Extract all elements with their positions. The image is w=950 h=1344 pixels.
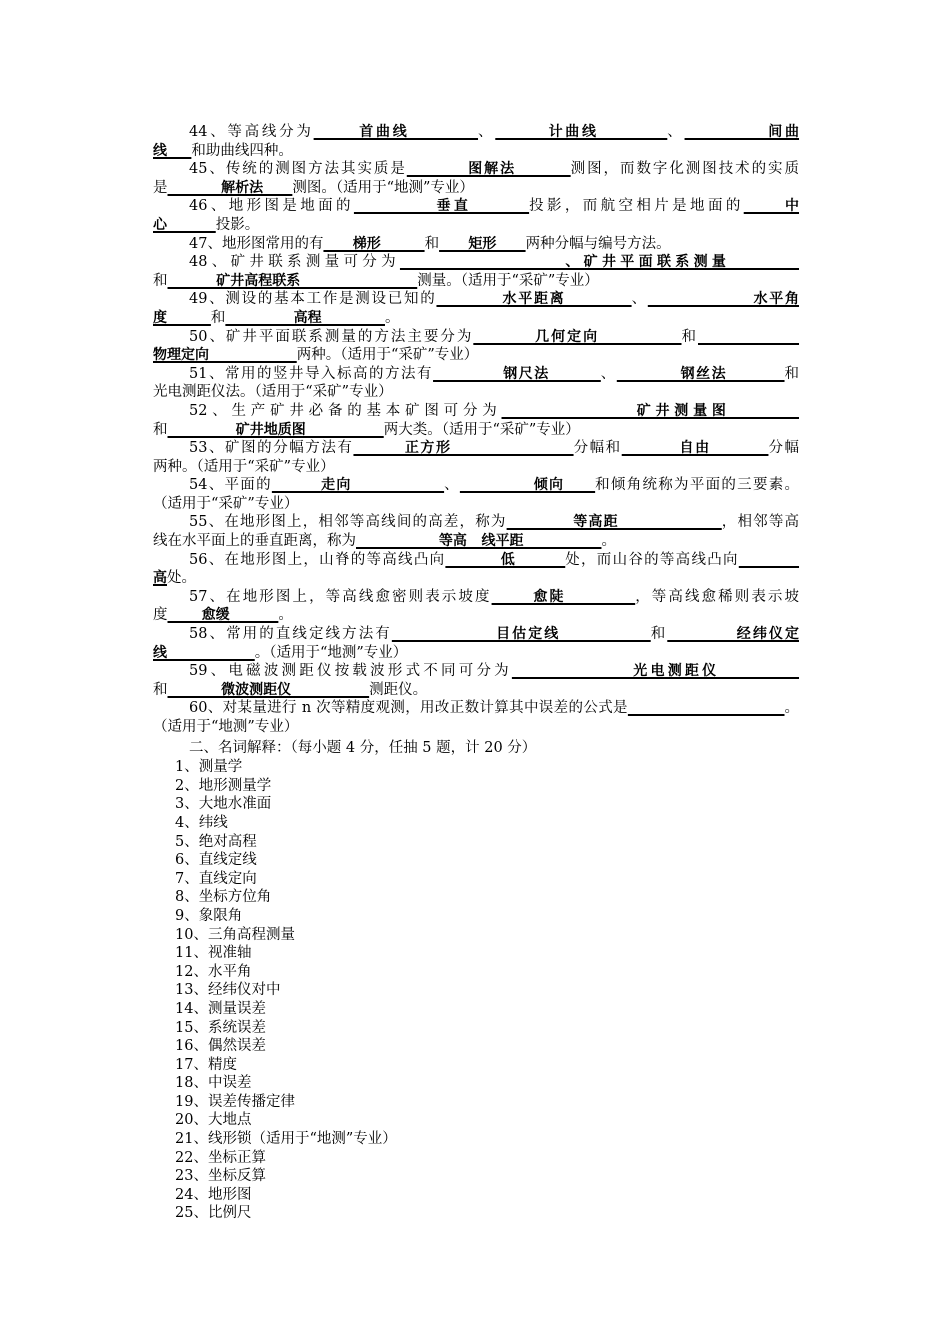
- answer-blank: [739, 552, 799, 568]
- question-text: 。（适用于“地测”专业）: [254, 644, 408, 661]
- term-item: 12、水平角: [175, 963, 252, 980]
- question-text: 46、地形图是地面的: [189, 198, 354, 215]
- question-48-line-2: [153, 272, 799, 291]
- answer-blank: 线: [153, 644, 255, 661]
- answer-blank: 矿井地质图: [167, 421, 384, 438]
- question-49-line-1: [153, 290, 799, 309]
- term-item: 22、坐标正算: [175, 1149, 266, 1166]
- question-text: 和倾角统称为平面的三要素。: [595, 477, 800, 494]
- question-50-line-1: [153, 328, 799, 347]
- term-item: 2、地形测量学: [175, 777, 272, 794]
- question-44-line-1: [153, 123, 799, 142]
- question-text: 两种。（适用于“采矿”专业）: [153, 458, 335, 475]
- question-text: 和: [784, 365, 800, 382]
- question-text: 55、在地形图上，相邻等高线间的高差，称为: [189, 514, 507, 531]
- term-item: 6、直线定线: [175, 852, 257, 869]
- section-heading: 二、名词解释：（每小题 4 分，任抽 5 题，计 20 分）: [189, 739, 537, 756]
- answer-blank: 矿井测量图: [501, 402, 799, 419]
- question-text: 。: [384, 309, 400, 326]
- question-59-line-2: [153, 681, 799, 700]
- question-47-line-1: [153, 235, 799, 254]
- question-text: 58、常用的直线定线方法有: [189, 626, 392, 643]
- term-item: 16、偶然误差: [175, 1038, 266, 1055]
- question-text: 处。: [167, 570, 196, 587]
- answer-blank: 钢丝法: [616, 365, 785, 382]
- answer-blank: 水平距离: [436, 291, 632, 308]
- answer-blank: 倾向: [459, 477, 596, 494]
- answer-blank: 经纬仪定: [667, 626, 799, 643]
- question-54-line-1: [153, 476, 799, 495]
- question-text: 和助曲线四种。: [191, 142, 293, 159]
- answer-blank: 走向: [271, 477, 445, 494]
- question-50-line-2: [153, 346, 799, 365]
- question-54-line-2: [153, 495, 799, 514]
- question-text: 处，而山谷的等高线凸向: [565, 551, 739, 568]
- question-56-line-2: [153, 569, 799, 588]
- answer-blank: 心: [153, 216, 216, 233]
- answer-blank: 微波测距仪: [167, 681, 370, 698]
- question-text: 、: [600, 365, 617, 382]
- answer-blank: 矿井高程联系: [167, 272, 418, 289]
- answer-blank: 低: [445, 551, 566, 568]
- answer-blank: [698, 329, 799, 345]
- question-text: 44、等高线分为: [189, 124, 314, 140]
- question-46-line-1: [153, 197, 799, 216]
- question-text: 是: [153, 179, 168, 196]
- answer-blank: [628, 700, 785, 716]
- question-57-line-1: [153, 588, 799, 607]
- question-60-line-2: [153, 718, 799, 737]
- question-text: 。: [278, 607, 293, 624]
- term-item: 25、比例尺: [175, 1205, 252, 1222]
- question-55-line-1: [153, 513, 799, 532]
- answer-blank: 解析法: [167, 179, 293, 196]
- question-text: 57、在地形图上，等高线愈密则表示坡度: [189, 588, 492, 605]
- term-item: 1、测量学: [175, 759, 243, 776]
- question-text: 、: [444, 477, 460, 494]
- answer-blank: 光电测距仪: [511, 663, 800, 680]
- question-text: 52、生产矿井必备的基本矿图可分为: [189, 402, 502, 419]
- term-item: 11、视准轴: [175, 945, 252, 962]
- answer-blank: 等高距: [506, 514, 722, 531]
- answer-blank: 、矿井平面联系测量: [399, 254, 800, 271]
- term-item: 13、经纬仪对中: [175, 982, 281, 999]
- question-text: 60、对某量进行 n 次等精度观测，用改正数计算其中误差的公式是: [189, 700, 628, 717]
- answer-blank: 高程: [225, 309, 385, 326]
- answer-blank: 垂直: [353, 198, 530, 215]
- term-item: 19、误差传播定律: [175, 1093, 295, 1110]
- question-56-line-1: [153, 551, 799, 570]
- question-text: ，等高线愈稀则表示坡: [635, 588, 799, 605]
- document-page: [153, 123, 799, 1223]
- question-text: 。: [784, 700, 799, 717]
- term-item: 23、坐标反算: [175, 1168, 266, 1185]
- question-text: 、: [478, 124, 496, 140]
- answer-blank: 等高 线平距: [356, 533, 602, 550]
- question-text: 和: [153, 421, 168, 438]
- question-46-line-2: [153, 216, 799, 235]
- term-item: 7、直线定向: [175, 870, 257, 887]
- question-53-line-2: [153, 458, 799, 477]
- term-item: 10、三角高程测量: [175, 926, 295, 943]
- question-text: 度: [153, 607, 168, 624]
- question-text: 两种分幅与编号方法。: [525, 235, 671, 252]
- question-52-line-1: [153, 402, 799, 421]
- question-text: 。: [601, 533, 616, 550]
- question-text: 和: [153, 272, 168, 289]
- answer-blank: 水平角: [647, 291, 800, 308]
- question-text: 测图。（适用于“地测”专业）: [292, 179, 474, 196]
- answer-blank: 间曲: [684, 124, 800, 140]
- question-59-line-1: [153, 662, 799, 681]
- question-49-line-2: [153, 309, 799, 328]
- question-text: （适用于“采矿”专业）: [153, 495, 299, 512]
- answer-blank: 计曲线: [495, 124, 668, 140]
- answer-blank: 线: [153, 142, 192, 159]
- question-text: 47、地形图常用的有: [189, 235, 324, 252]
- question-text: 测图，而数字化测图技术的实质: [570, 161, 800, 178]
- term-item: 3、大地水准面: [175, 796, 272, 813]
- answer-blank: 几何定向: [473, 328, 682, 345]
- question-text: 54、平面的: [189, 477, 272, 494]
- term-item: 14、测量误差: [175, 1000, 266, 1017]
- question-51-line-2: [153, 383, 799, 402]
- term-item: 5、绝对高程: [175, 833, 257, 850]
- fill-in-questions: [153, 123, 799, 737]
- question-text: 两大类。（适用于“采矿”专业）: [383, 421, 580, 438]
- question-text: 53、矿图的分幅方法有: [189, 440, 354, 457]
- term-item: 4、纬线: [175, 814, 228, 831]
- term-item: 24、地形图: [175, 1186, 252, 1203]
- question-58-line-1: [153, 625, 799, 644]
- question-text: 和: [424, 235, 440, 252]
- answer-blank: 目估定线: [391, 626, 651, 643]
- answer-blank: 愈陡: [491, 588, 636, 605]
- term-item: 15、系统误差: [175, 1019, 266, 1036]
- question-text: 两种。（适用于“采矿”专业）: [296, 347, 479, 364]
- question-text: 分幅和: [573, 440, 622, 457]
- answer-blank: 钢尺法: [433, 365, 601, 382]
- question-text: 、: [631, 291, 648, 308]
- question-text: 分幅: [768, 440, 800, 457]
- answer-blank: 物理定向: [153, 347, 297, 364]
- question-text: 测量。（适用于“采矿”专业）: [417, 272, 599, 289]
- question-text: 48、矿井联系测量可分为: [189, 254, 400, 271]
- question-text: 、: [667, 124, 685, 140]
- answer-blank: 中: [743, 198, 800, 215]
- answer-blank: 矩形: [439, 235, 526, 252]
- question-60-line-1: [153, 699, 799, 718]
- term-item: 21、线形锁（适用于“地测”专业）: [175, 1131, 397, 1148]
- question-48-line-1: [153, 253, 799, 272]
- question-52-line-2: [153, 421, 799, 440]
- term-item: 9、象限角: [175, 907, 243, 924]
- answer-blank: 度: [153, 309, 211, 326]
- question-text: 51、常用的竖井导入标高的方法有: [189, 365, 434, 382]
- question-text: 线在水平面上的垂直距离，称为: [153, 533, 356, 550]
- question-text: 和: [210, 309, 226, 326]
- term-list: [153, 758, 799, 1223]
- term-item: 18、中误差: [175, 1075, 252, 1092]
- term-item: 20、大地点: [175, 1112, 252, 1129]
- question-text: 投影。: [215, 216, 260, 233]
- question-text: 和: [153, 681, 168, 698]
- answer-blank: 梯形: [323, 235, 425, 252]
- question-text: 56、在地形图上，山脊的等高线凸向: [189, 551, 446, 568]
- answer-blank: 高: [153, 570, 167, 587]
- answer-blank: 自由: [621, 440, 769, 457]
- question-text: 和: [650, 626, 668, 643]
- term-item: 17、精度: [175, 1056, 237, 1073]
- answer-blank: 愈缓: [167, 607, 279, 624]
- question-text: ，相邻等高: [721, 514, 799, 531]
- question-text: 45、传统的测图方法其实质是: [189, 161, 407, 178]
- question-text: 50、矿井平面联系测量的方法主要分为: [189, 328, 474, 345]
- question-55-line-2: [153, 532, 799, 551]
- question-53-line-1: [153, 439, 799, 458]
- question-57-line-2: [153, 606, 799, 625]
- question-text: 49、测设的基本工作是测设已知的: [189, 291, 437, 308]
- question-51-line-1: [153, 365, 799, 384]
- question-text: 和: [681, 328, 698, 345]
- answer-blank: 首曲线: [313, 124, 479, 140]
- question-text: 测距仪。: [369, 681, 428, 698]
- question-text: 光电测距仪法。（适用于“采矿”专业）: [153, 384, 393, 401]
- question-text: 投影，而航空相片是地面的: [529, 198, 744, 215]
- answer-blank: 正方形: [353, 440, 574, 457]
- question-text: 59、电磁波测距仪按载波形式不同可分为: [189, 663, 512, 680]
- question-58-line-2: [153, 644, 799, 663]
- question-text: （适用于“地测”专业）: [153, 719, 299, 735]
- answer-blank: 图解法: [406, 161, 571, 178]
- question-45-line-1: [153, 160, 799, 179]
- question-45-line-2: [153, 179, 799, 198]
- term-item: 8、坐标方位角: [175, 889, 272, 906]
- question-44-line-2: [153, 142, 799, 161]
